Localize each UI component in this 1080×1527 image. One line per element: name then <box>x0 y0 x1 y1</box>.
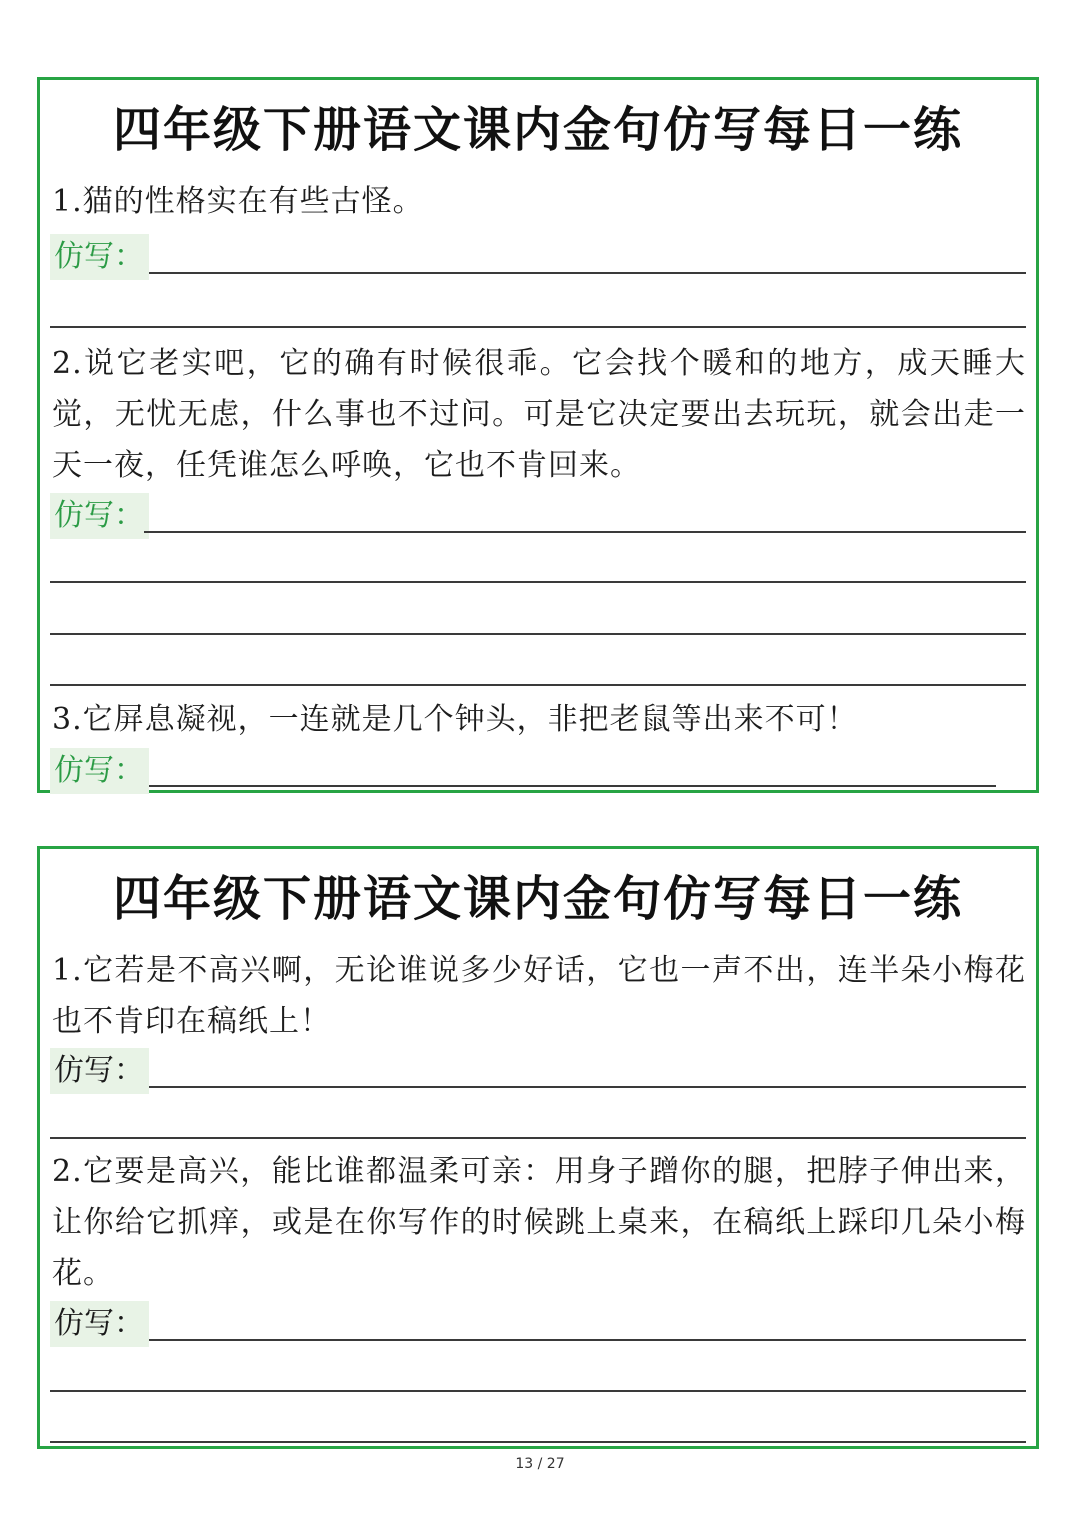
worksheet-2 <box>37 846 1039 1449</box>
sentence-2: 2.它要是高兴，能比谁都温柔可亲：用身子蹭你的腿，把脖子伸出来，让你给它抓痒，或是在你写作的时候跳上桌来，在稿纸上踩印几朵小梅花。 <box>52 1154 1026 1291</box>
worksheet-1 <box>37 77 1039 793</box>
writing-line[interactable] <box>144 531 1026 533</box>
writing-line[interactable] <box>50 326 1026 328</box>
imitation-label-1: 仿写： <box>50 1048 149 1094</box>
sentence-2: 2.说它老实吧，它的确有时候很乖。它会找个暖和的地方，成天睡大觉，无忧无虑，什么事也不过问。可是它决定要出去玩玩，就会出走一天一夜，任凭谁怎么呼唤，它也不肯回来。 <box>52 346 1026 483</box>
sentence-3: 3.它屏息凝视，一连就是几个钟头，非把老鼠等出来不可！ <box>52 702 858 737</box>
sentence-1: 1.它若是不高兴啊，无论谁说多少好话，它也一声不出，连半朵小梅花也不肯印在稿纸上！ <box>52 953 1026 1039</box>
writing-line[interactable] <box>149 785 996 787</box>
imitation-label-2: 仿写： <box>50 1301 149 1347</box>
writing-line[interactable] <box>50 633 1026 635</box>
writing-line[interactable] <box>50 581 1026 583</box>
worksheet-title: 四年级下册语文课内金句仿写每日一练 <box>112 871 963 927</box>
writing-line[interactable] <box>50 1390 1026 1392</box>
writing-line[interactable] <box>149 272 1026 274</box>
writing-line[interactable] <box>149 1086 1026 1088</box>
imitation-label-2: 仿写： <box>50 493 149 539</box>
sentence-1: 1.猫的性格实在有些古怪。 <box>52 184 424 219</box>
writing-line[interactable] <box>149 1339 1026 1341</box>
writing-line[interactable] <box>50 1137 1026 1139</box>
writing-line[interactable] <box>50 684 1026 686</box>
imitation-label-1: 仿写： <box>50 234 149 280</box>
imitation-label-3: 仿写： <box>50 748 149 794</box>
writing-line[interactable] <box>50 1441 1026 1443</box>
worksheet-title: 四年级下册语文课内金句仿写每日一练 <box>112 102 963 158</box>
page-indicator: 13 / 27 <box>515 1456 565 1472</box>
